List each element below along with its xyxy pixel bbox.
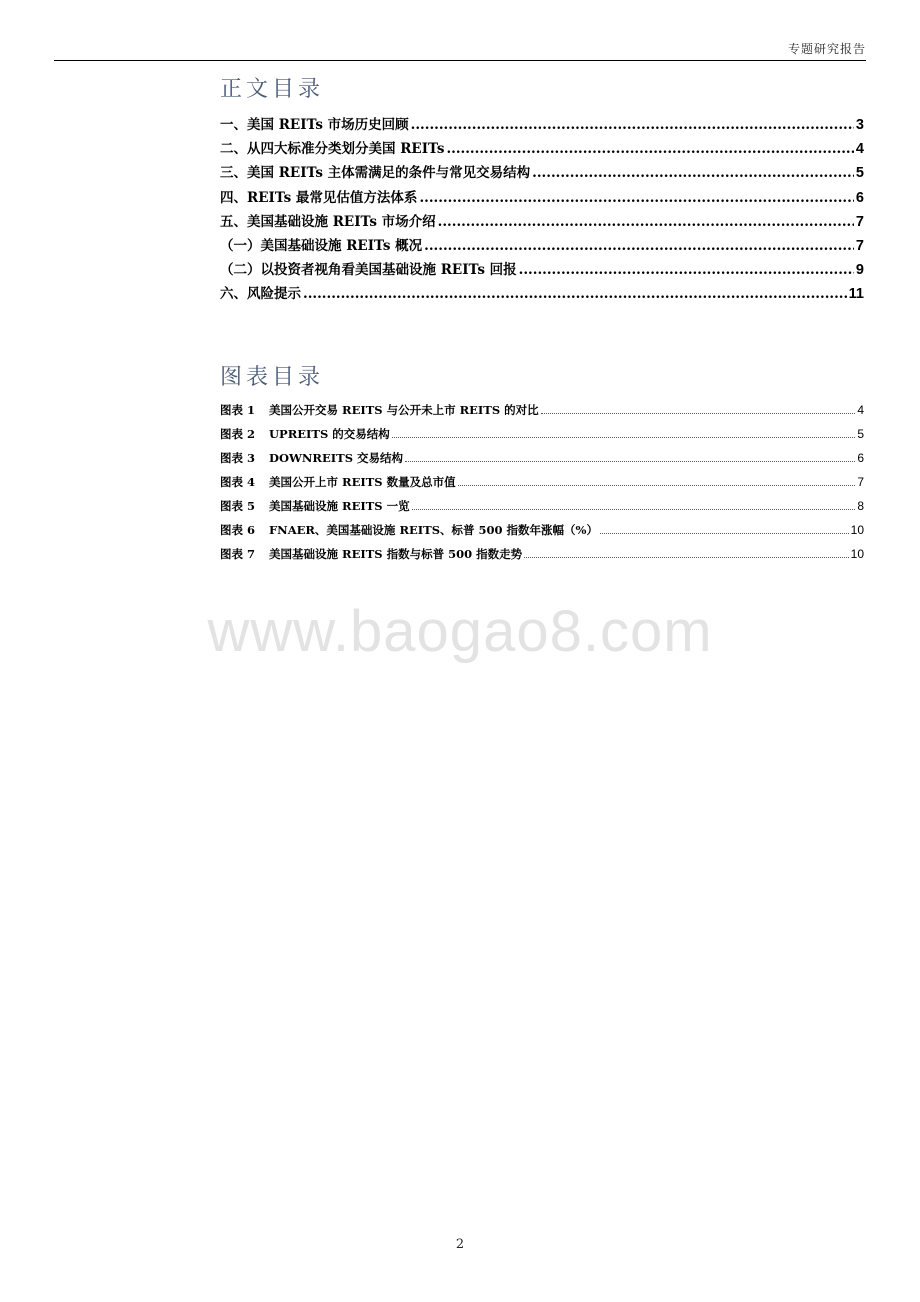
figure-toc-title: 图表目录 <box>220 365 325 390</box>
toc-entry-page: 3 <box>855 117 864 133</box>
figure-toc-entry[interactable] <box>220 498 864 522</box>
figure-page: 10 <box>850 547 864 561</box>
figure-number: 图表 6 <box>220 523 256 537</box>
header-divider <box>54 60 866 61</box>
toc-dot-leader <box>446 141 853 157</box>
figure-toc-entry[interactable] <box>220 426 864 450</box>
figure-page: 7 <box>857 475 864 489</box>
toc-entry[interactable] <box>220 137 864 161</box>
toc-title: 正文目录 <box>220 77 325 102</box>
figure-page: 4 <box>857 403 864 417</box>
figure-caption: UPREITS 的交易结构 <box>269 427 390 441</box>
figure-toc-entry[interactable] <box>220 474 864 498</box>
toc-dot-leader <box>519 262 854 278</box>
figure-caption: DOWNREITS 交易结构 <box>269 451 404 465</box>
toc-entry[interactable] <box>220 210 864 234</box>
toc-entry-label: （二）以投资者视角看美国基础设施 REITs 回报 <box>220 262 517 279</box>
figure-page: 10 <box>850 523 864 537</box>
figure-number: 图表 5 <box>220 499 256 513</box>
figure-number: 图表 3 <box>220 451 256 465</box>
toc-entry-label: 四、REITs 最常见估值方法体系 <box>220 189 418 206</box>
main-toc-list <box>220 113 864 307</box>
toc-dot-leader <box>458 478 856 486</box>
figure-caption: 美国公开上市 REITS 数量及总市值 <box>269 475 456 489</box>
figure-page: 6 <box>857 451 864 465</box>
figure-number: 图表 1 <box>220 403 256 417</box>
figure-number: 图表 2 <box>220 427 256 441</box>
toc-dot-leader <box>411 117 854 133</box>
toc-dot-leader <box>405 454 855 462</box>
toc-entry[interactable] <box>220 186 864 210</box>
toc-dot-leader <box>303 286 847 302</box>
toc-entry[interactable] <box>220 258 864 282</box>
figure-toc-list <box>220 402 864 570</box>
toc-dot-leader <box>392 430 856 438</box>
toc-entry-label: 二、从四大标准分类划分美国 REITs <box>220 141 445 158</box>
toc-entry-label: （一）美国基础设施 REITs 概况 <box>220 237 423 254</box>
figure-toc-entry[interactable] <box>220 450 864 474</box>
toc-entry-page: 7 <box>855 237 864 254</box>
toc-entry-page: 7 <box>855 213 864 230</box>
toc-dot-leader <box>541 406 856 414</box>
watermark: www.baogao8.com <box>207 599 713 664</box>
toc-dot-leader <box>524 550 849 558</box>
toc-dot-leader <box>438 214 854 230</box>
toc-entry-label: 三、美国 REITs 主体需满足的条件与常见交易结构 <box>220 165 531 182</box>
figure-caption: 美国公开交易 REITS 与公开未上市 REITS 的对比 <box>269 403 539 417</box>
toc-entry[interactable] <box>220 282 864 306</box>
toc-dot-leader <box>532 165 854 181</box>
toc-entry-label: 一、美国 REITs 市场历史回顾 <box>220 117 409 133</box>
toc-entry[interactable] <box>220 234 864 258</box>
toc-entry-page: 5 <box>855 165 864 182</box>
toc-entry-page: 4 <box>855 141 864 158</box>
figure-caption: 美国基础设施 REITS 一览 <box>269 499 410 513</box>
figure-number: 图表 4 <box>220 475 256 489</box>
figure-caption: FNAER、美国基础设施 REITS、标普 500 指数年涨幅（%） <box>269 523 598 537</box>
toc-dot-leader <box>412 502 856 510</box>
toc-dot-leader <box>419 190 853 206</box>
page-number: 2 <box>455 1237 465 1252</box>
figure-page: 5 <box>857 427 864 441</box>
figure-page: 8 <box>857 499 864 513</box>
toc-entry-page: 9 <box>855 262 864 279</box>
toc-entry-label: 六、风险提示 <box>220 286 301 303</box>
toc-dot-leader <box>424 238 854 254</box>
report-type-label: 专题研究报告 <box>787 42 866 56</box>
figure-toc-entry[interactable] <box>220 546 864 570</box>
figure-toc-entry[interactable] <box>220 402 864 426</box>
figure-toc-entry[interactable] <box>220 522 864 546</box>
figure-caption: 美国基础设施 REITS 指数与标普 500 指数走势 <box>269 547 523 561</box>
toc-entry-label: 五、美国基础设施 REITs 市场介绍 <box>220 213 436 230</box>
figure-number: 图表 7 <box>220 547 256 561</box>
toc-entry[interactable] <box>220 113 864 137</box>
toc-dot-leader <box>600 526 849 534</box>
toc-entry[interactable] <box>220 161 864 185</box>
toc-entry-page: 11 <box>848 286 864 303</box>
toc-entry-page: 6 <box>855 189 864 206</box>
